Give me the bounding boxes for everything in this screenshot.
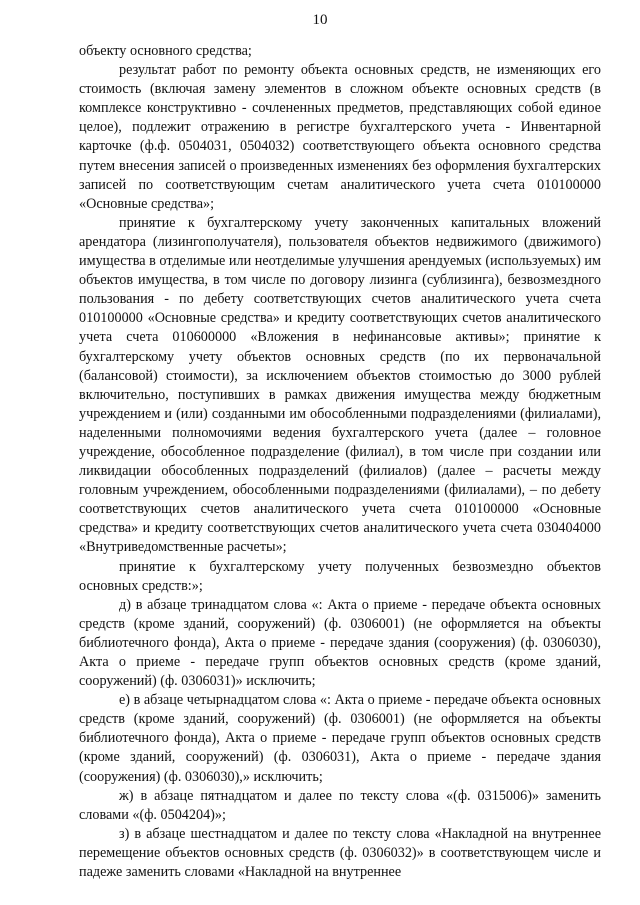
page-number: 10 bbox=[312, 12, 328, 28]
document-body bbox=[79, 42, 601, 882]
paragraph-item-z: з) в абзаце шестнадцатом и далее по тексту слова «Накладной на внутреннее перемещение объектов основных средств (ф. 0306032)» в соответствующем числе и падеже заменить словами «Накладной на внутреннее bbox=[79, 825, 601, 881]
paragraph-gratuitous-receipt: принятие к бухгалтерскому учету полученных безвозмездно объектов основных средств:»; bbox=[79, 558, 601, 594]
paragraph-continuation: объекту основного средства; bbox=[79, 43, 252, 59]
paragraph-capital-investments: принятие к бухгалтерскому учету законченных капитальных вложений арендатора (лизингополучателя), пользователя объектов недвижимого (движимого) имущества в отделимые или неотделимые улучшения арендуемых (используемых) им объектов имущества, в том числе по договору лизинга (сублизинга), безвозмездного пользования - по дебету соответствующих счетов аналитического учета счета 010100000 «Основные средства» и кредиту соответствующих счетов аналитического учета счета 010600000 «Вложения в нефинансовые активы»; принятие к бухгалтерскому учету объектов основных средств (по их первоначальной (балансовой) стоимости), за исключением объектов стоимостью до 3000 рублей включительно, поступивших в рамках движения имущества между бюджетным учреждением и (или) созданными им обособленными подразделениями (филиалами), наделенными полномочиями ведения бухгалтерского учета (далее – головное учреждение, обособленное подразделение (филиал), в том числе при создании или ликвидации обособленных подразделений (филиалов) (далее – расчеты между головным учреждением, обособленными подразделениями (филиалами), – по дебету соответствующих счетов аналитического учета счета 010100000 «Основные средства» и кредиту соответствующих счетов аналитического учета счета 030404000 «Внутриведомственные расчеты»; bbox=[79, 214, 601, 556]
paragraph-item-d: д) в абзаце тринадцатом слова «: Акта о приеме - передаче объекта основных средств (кроме зданий, сооружений) (ф. 0306001) (не оформляется на объекты библиотечного фонда), Акта о приеме - передаче здания (сооружения) (ф. 0306030), Акта о приеме - передаче групп объектов основных средств (кроме зданий, сооружений) (ф. 0306031)» исключить; bbox=[79, 596, 601, 690]
paragraph-item-e: е) в абзаце четырнадцатом слова «: Акта о приеме - передаче объекта основных средств (кроме зданий, сооружений) (ф. 0306001) (не оформляется на объекты библиотечного фонда), Акта о приеме - передаче групп объектов основных средств (кроме зданий, сооружений) (ф. 0306031), Акта о приеме - передаче здания (сооружения) (ф. 0306030),» исключить; bbox=[79, 692, 601, 785]
paragraph-item-zh: ж) в абзаце пятнадцатом и далее по тексту слова «(ф. 0315006)» заменить словами «(ф. 0504204)»; bbox=[79, 787, 601, 823]
paragraph-repair-results: результат работ по ремонту объекта основных средств, не изменяющих его стоимость (включая замену элементов в сложном объекте основных средств (в комплексе конструктивно - сочлененных предметов, представляющих собой единое целое), подлежит отражению в регистре бухгалтерского учета - Инвентарной карточке (ф.ф. 0504031, 0504032) соответствующего объекта основного средства путем внесения записей о произведенных изменениях без оформления бухгалтерских записей по соответствующим счетам аналитического учета счета 010100000 «Основные средства»; bbox=[79, 62, 601, 212]
